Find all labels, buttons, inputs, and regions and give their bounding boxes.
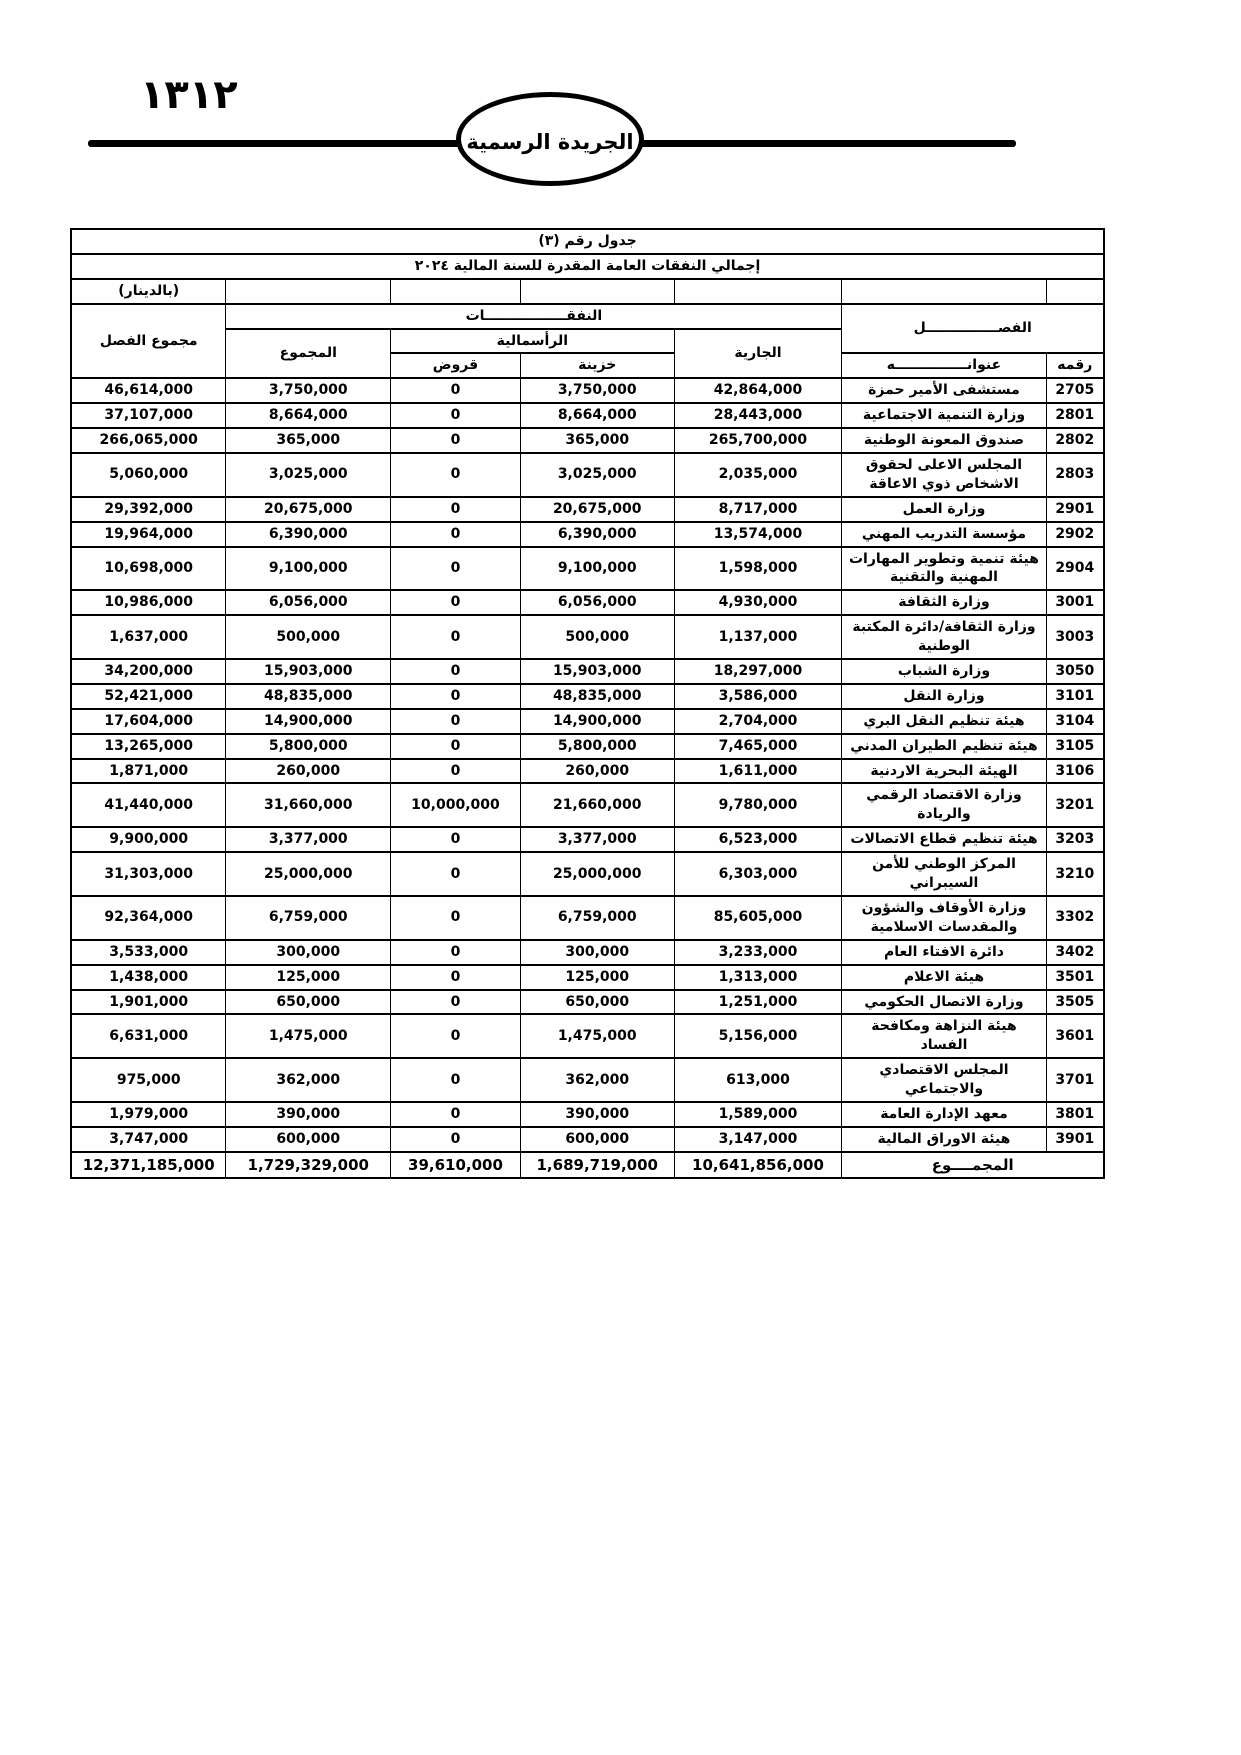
empty-cell (226, 279, 391, 304)
cell-current: 8,717,000 (674, 497, 842, 522)
cell-loans: 0 (391, 709, 521, 734)
cell-total: 362,000 (226, 1058, 391, 1102)
cell-current: 1,313,000 (674, 965, 842, 990)
cell-loans: 0 (391, 428, 521, 453)
table-row (71, 896, 1104, 940)
cell-current: 3,233,000 (674, 940, 842, 965)
cell-chapter-number: 3601 (1046, 1014, 1104, 1058)
cell-chapter-title: وزارة الثقافة (842, 590, 1046, 615)
cell-treasury: 8,664,000 (520, 403, 674, 428)
table-row (71, 734, 1104, 759)
cell-treasury: 15,903,000 (520, 659, 674, 684)
cell-total: 6,056,000 (226, 590, 391, 615)
cell-chapter-total: 37,107,000 (71, 403, 226, 428)
cell-treasury: 600,000 (520, 1127, 674, 1152)
table-subtitle: إجمالي النفقات العامة المقدرة للسنة المالية ٢٠٢٤ (71, 254, 1104, 279)
cell-chapter-title: هيئة تنمية وتطوير المهارات المهنية والتقنية (842, 547, 1046, 591)
cell-loans: 0 (391, 1058, 521, 1102)
cell-chapter-total: 92,364,000 (71, 896, 226, 940)
table-row (71, 615, 1104, 659)
table-row (71, 783, 1104, 827)
cell-chapter-total: 975,000 (71, 1058, 226, 1102)
cell-total: 260,000 (226, 759, 391, 784)
cell-chapter-number: 3203 (1046, 827, 1104, 852)
header-loans: قروض (391, 353, 521, 378)
cell-chapter-title: وزارة الأوقاف والشؤون والمقدسات الاسلامية (842, 896, 1046, 940)
total-label: المجمــــوع (842, 1152, 1104, 1178)
header-capital-group: الرأسمالية (391, 329, 675, 354)
cell-chapter-number: 2705 (1046, 378, 1104, 403)
cell-chapter-number: 3505 (1046, 990, 1104, 1015)
cell-chapter-title: وزارة الاقتصاد الرقمي والريادة (842, 783, 1046, 827)
cell-loans: 0 (391, 615, 521, 659)
cell-loans: 0 (391, 684, 521, 709)
gazette-title: الجريدة الرسمية (466, 130, 634, 154)
header-row-groups (71, 304, 1104, 329)
cell-total: 48,835,000 (226, 684, 391, 709)
table-row (71, 965, 1104, 990)
cell-current: 9,780,000 (674, 783, 842, 827)
cell-treasury: 260,000 (520, 759, 674, 784)
table-row (71, 590, 1104, 615)
cell-treasury: 3,025,000 (520, 453, 674, 497)
cell-total: 6,759,000 (226, 896, 391, 940)
cell-current: 613,000 (674, 1058, 842, 1102)
cell-total: 3,025,000 (226, 453, 391, 497)
cell-chapter-title: هيئة تنظيم الطيران المدني (842, 734, 1046, 759)
cell-chapter-title: المجلس الاعلى لحقوق الاشخاص ذوي الاعاقة (842, 453, 1046, 497)
total-total: 1,729,329,000 (226, 1152, 391, 1178)
cell-chapter-total: 1,871,000 (71, 759, 226, 784)
cell-chapter-number: 3003 (1046, 615, 1104, 659)
cell-chapter-number: 3402 (1046, 940, 1104, 965)
cell-total: 1,475,000 (226, 1014, 391, 1058)
cell-current: 1,611,000 (674, 759, 842, 784)
cell-loans: 0 (391, 1014, 521, 1058)
cell-chapter-number: 2904 (1046, 547, 1104, 591)
cell-current: 3,147,000 (674, 1127, 842, 1152)
cell-loans: 0 (391, 522, 521, 547)
cell-chapter-number: 3801 (1046, 1102, 1104, 1127)
cell-loans: 0 (391, 734, 521, 759)
cell-total: 500,000 (226, 615, 391, 659)
total-current: 10,641,856,000 (674, 1152, 842, 1178)
cell-chapter-number: 3001 (1046, 590, 1104, 615)
cell-chapter-number: 3701 (1046, 1058, 1104, 1102)
currency-note: (بالدينار) (71, 279, 226, 304)
cell-total: 3,750,000 (226, 378, 391, 403)
cell-current: 1,589,000 (674, 1102, 842, 1127)
cell-loans: 0 (391, 403, 521, 428)
cell-chapter-number: 3210 (1046, 852, 1104, 896)
table-row (71, 852, 1104, 896)
table-row (71, 547, 1104, 591)
cell-chapter-number: 2902 (1046, 522, 1104, 547)
cell-chapter-number: 3901 (1046, 1127, 1104, 1152)
cell-chapter-total: 1,979,000 (71, 1102, 226, 1127)
cell-total: 600,000 (226, 1127, 391, 1152)
cell-chapter-title: وزارة العمل (842, 497, 1046, 522)
header-treasury: خزينة (520, 353, 674, 378)
cell-chapter-title: مستشفى الأمير حمزة (842, 378, 1046, 403)
cell-treasury: 6,759,000 (520, 896, 674, 940)
cell-total: 15,903,000 (226, 659, 391, 684)
table-row (71, 403, 1104, 428)
empty-cell (520, 279, 674, 304)
cell-chapter-total: 6,631,000 (71, 1014, 226, 1058)
cell-total: 6,390,000 (226, 522, 391, 547)
header-chapter-group: الفصـــــــــــــــل (842, 304, 1104, 354)
cell-loans: 0 (391, 547, 521, 591)
cell-treasury: 650,000 (520, 990, 674, 1015)
currency-note-row (71, 279, 1104, 304)
cell-loans: 10,000,000 (391, 783, 521, 827)
cell-treasury: 20,675,000 (520, 497, 674, 522)
cell-current: 85,605,000 (674, 896, 842, 940)
cell-chapter-total: 10,986,000 (71, 590, 226, 615)
cell-chapter-total: 3,533,000 (71, 940, 226, 965)
table-row (71, 1127, 1104, 1152)
cell-chapter-total: 5,060,000 (71, 453, 226, 497)
cell-chapter-title: هيئة النزاهة ومكافحة الفساد (842, 1014, 1046, 1058)
header-expenditures-group: النفقـــــــــــــــــات (226, 304, 842, 329)
cell-chapter-title: المجلس الاقتصادي والاجتماعي (842, 1058, 1046, 1102)
cell-chapter-number: 3201 (1046, 783, 1104, 827)
cell-chapter-total: 31,303,000 (71, 852, 226, 896)
cell-chapter-number: 2901 (1046, 497, 1104, 522)
cell-loans: 0 (391, 852, 521, 896)
cell-total: 5,800,000 (226, 734, 391, 759)
cell-treasury: 390,000 (520, 1102, 674, 1127)
table-row (71, 709, 1104, 734)
table-row (71, 940, 1104, 965)
table-row (71, 1014, 1104, 1058)
cell-chapter-total: 1,637,000 (71, 615, 226, 659)
cell-chapter-title: مؤسسة التدريب المهني (842, 522, 1046, 547)
cell-total: 9,100,000 (226, 547, 391, 591)
cell-chapter-number: 2802 (1046, 428, 1104, 453)
cell-total: 8,664,000 (226, 403, 391, 428)
cell-treasury: 14,900,000 (520, 709, 674, 734)
cell-chapter-title: هيئة الاعلام (842, 965, 1046, 990)
cell-loans: 0 (391, 659, 521, 684)
table-row (71, 759, 1104, 784)
table-title-row (71, 229, 1104, 254)
table-row (71, 453, 1104, 497)
cell-chapter-number: 2803 (1046, 453, 1104, 497)
total-treasury: 1,689,719,000 (520, 1152, 674, 1178)
empty-cell (842, 279, 1046, 304)
table-row (71, 827, 1104, 852)
cell-current: 1,598,000 (674, 547, 842, 591)
cell-chapter-total: 46,614,000 (71, 378, 226, 403)
cell-total: 14,900,000 (226, 709, 391, 734)
header-chapter-total: مجموع الفصل (71, 304, 226, 379)
cell-chapter-total: 266,065,000 (71, 428, 226, 453)
cell-total: 365,000 (226, 428, 391, 453)
cell-chapter-total: 10,698,000 (71, 547, 226, 591)
table-title: جدول رقم (٣) (71, 229, 1104, 254)
page-number: ١٣١٢ (140, 72, 238, 118)
cell-total: 650,000 (226, 990, 391, 1015)
cell-current: 6,523,000 (674, 827, 842, 852)
cell-total: 125,000 (226, 965, 391, 990)
table-row (71, 428, 1104, 453)
total-chapter-total: 12,371,185,000 (71, 1152, 226, 1178)
total-row (71, 1152, 1104, 1178)
cell-chapter-title: صندوق المعونة الوطنية (842, 428, 1046, 453)
cell-treasury: 3,377,000 (520, 827, 674, 852)
cell-loans: 0 (391, 965, 521, 990)
cell-chapter-total: 52,421,000 (71, 684, 226, 709)
cell-chapter-title: المركز الوطني للأمن السيبراني (842, 852, 1046, 896)
cell-chapter-number: 2801 (1046, 403, 1104, 428)
cell-treasury: 500,000 (520, 615, 674, 659)
cell-total: 3,377,000 (226, 827, 391, 852)
cell-chapter-number: 3105 (1046, 734, 1104, 759)
cell-chapter-number: 3501 (1046, 965, 1104, 990)
table-row (71, 1102, 1104, 1127)
header-total: المجموع (226, 329, 391, 379)
cell-loans: 0 (391, 1102, 521, 1127)
cell-total: 390,000 (226, 1102, 391, 1127)
cell-current: 3,586,000 (674, 684, 842, 709)
cell-total: 20,675,000 (226, 497, 391, 522)
table-row (71, 522, 1104, 547)
cell-chapter-total: 9,900,000 (71, 827, 226, 852)
table-subtitle-row (71, 254, 1104, 279)
cell-treasury: 362,000 (520, 1058, 674, 1102)
budget-table-container (70, 228, 1105, 1179)
cell-current: 4,930,000 (674, 590, 842, 615)
cell-current: 28,443,000 (674, 403, 842, 428)
cell-treasury: 6,390,000 (520, 522, 674, 547)
cell-chapter-title: معهد الإدارة العامة (842, 1102, 1046, 1127)
gazette-seal (456, 92, 644, 186)
cell-current: 2,035,000 (674, 453, 842, 497)
cell-treasury: 9,100,000 (520, 547, 674, 591)
empty-cell (674, 279, 842, 304)
cell-current: 1,251,000 (674, 990, 842, 1015)
cell-loans: 0 (391, 896, 521, 940)
cell-chapter-total: 41,440,000 (71, 783, 226, 827)
empty-cell (1046, 279, 1104, 304)
cell-chapter-title: هيئة تنظيم قطاع الاتصالات (842, 827, 1046, 852)
cell-chapter-title: وزارة التنمية الاجتماعية (842, 403, 1046, 428)
cell-chapter-total: 19,964,000 (71, 522, 226, 547)
table-row (71, 659, 1104, 684)
total-loans: 39,610,000 (391, 1152, 521, 1178)
cell-total: 31,660,000 (226, 783, 391, 827)
cell-loans: 0 (391, 453, 521, 497)
cell-loans: 0 (391, 1127, 521, 1152)
cell-chapter-total: 1,438,000 (71, 965, 226, 990)
cell-current: 18,297,000 (674, 659, 842, 684)
empty-cell (391, 279, 521, 304)
cell-chapter-total: 34,200,000 (71, 659, 226, 684)
cell-treasury: 25,000,000 (520, 852, 674, 896)
cell-loans: 0 (391, 497, 521, 522)
cell-loans: 0 (391, 990, 521, 1015)
cell-loans: 0 (391, 378, 521, 403)
table-row (71, 1058, 1104, 1102)
cell-current: 6,303,000 (674, 852, 842, 896)
table-row (71, 378, 1104, 403)
cell-chapter-title: وزارة الاتصال الحكومي (842, 990, 1046, 1015)
cell-treasury: 3,750,000 (520, 378, 674, 403)
cell-treasury: 1,475,000 (520, 1014, 674, 1058)
cell-treasury: 300,000 (520, 940, 674, 965)
table-row (71, 684, 1104, 709)
budget-table (70, 228, 1105, 1179)
cell-chapter-number: 3101 (1046, 684, 1104, 709)
cell-treasury: 5,800,000 (520, 734, 674, 759)
table-row (71, 497, 1104, 522)
cell-loans: 0 (391, 940, 521, 965)
cell-current: 13,574,000 (674, 522, 842, 547)
cell-chapter-title: دائرة الافتاء العام (842, 940, 1046, 965)
cell-chapter-number: 3106 (1046, 759, 1104, 784)
cell-current: 5,156,000 (674, 1014, 842, 1058)
cell-chapter-title: وزارة الشباب (842, 659, 1046, 684)
cell-chapter-total: 13,265,000 (71, 734, 226, 759)
cell-chapter-title: هيئة تنظيم النقل البري (842, 709, 1046, 734)
cell-current: 7,465,000 (674, 734, 842, 759)
cell-treasury: 365,000 (520, 428, 674, 453)
header-number: رقمه (1046, 353, 1104, 378)
cell-chapter-title: وزارة الثقافة/دائرة المكتبة الوطنية (842, 615, 1046, 659)
cell-total: 300,000 (226, 940, 391, 965)
cell-chapter-title: هيئة الاوراق المالية (842, 1127, 1046, 1152)
cell-chapter-number: 3050 (1046, 659, 1104, 684)
cell-chapter-title: وزارة النقل (842, 684, 1046, 709)
cell-total: 25,000,000 (226, 852, 391, 896)
cell-treasury: 125,000 (520, 965, 674, 990)
cell-current: 2,704,000 (674, 709, 842, 734)
cell-loans: 0 (391, 827, 521, 852)
table-row (71, 990, 1104, 1015)
cell-current: 265,700,000 (674, 428, 842, 453)
header-current: الجارية (674, 329, 842, 379)
cell-chapter-number: 3302 (1046, 896, 1104, 940)
cell-chapter-total: 17,604,000 (71, 709, 226, 734)
header-title-col: عنوانـــــــــــــــه (842, 353, 1046, 378)
cell-current: 1,137,000 (674, 615, 842, 659)
cell-treasury: 6,056,000 (520, 590, 674, 615)
cell-loans: 0 (391, 590, 521, 615)
cell-chapter-number: 3104 (1046, 709, 1104, 734)
cell-current: 42,864,000 (674, 378, 842, 403)
cell-treasury: 21,660,000 (520, 783, 674, 827)
cell-chapter-title: الهيئة البحرية الاردنية (842, 759, 1046, 784)
cell-loans: 0 (391, 759, 521, 784)
cell-chapter-total: 1,901,000 (71, 990, 226, 1015)
cell-treasury: 48,835,000 (520, 684, 674, 709)
cell-chapter-total: 3,747,000 (71, 1127, 226, 1152)
cell-chapter-total: 29,392,000 (71, 497, 226, 522)
